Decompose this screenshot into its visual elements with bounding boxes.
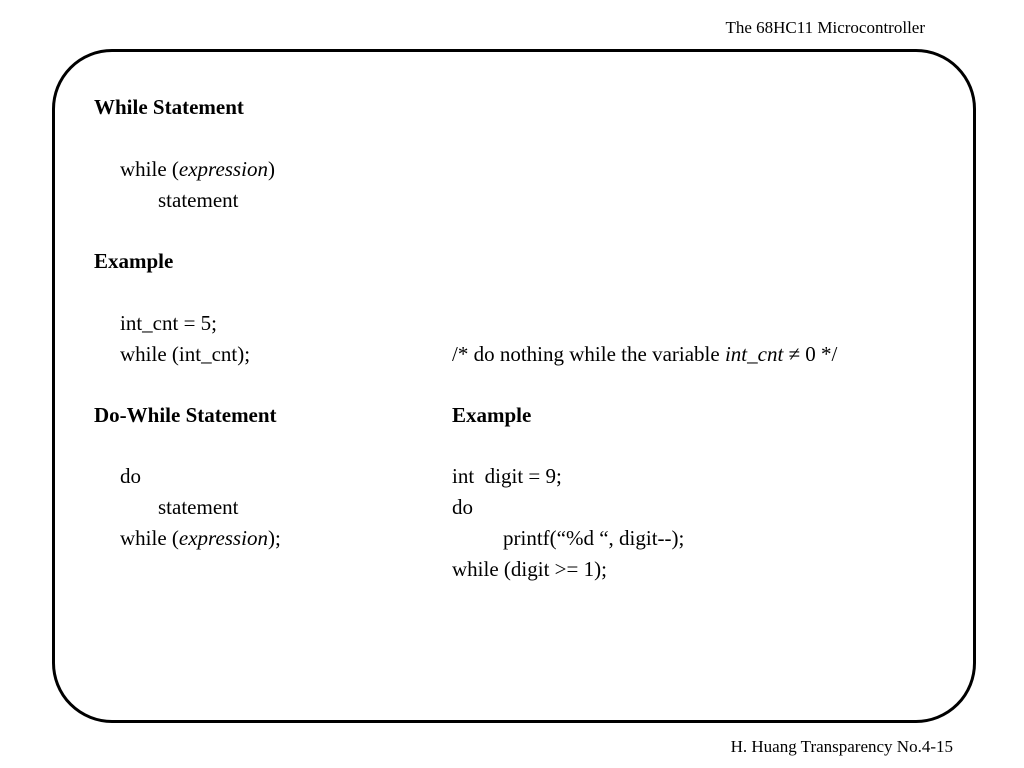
comment-suffix: ≠ 0 */ [783,342,838,366]
slide-footer: H. Huang Transparency No.4-15 [730,737,953,756]
while-example-heading: Example [94,249,174,273]
while-example-line-1: int_cnt = 5; [120,311,218,335]
do-while-syntax-do: do [120,464,141,488]
while-statement-heading: While Statement [94,95,244,119]
do-while-example-line-4: while (digit >= 1); [452,557,607,581]
comment-variable: int_cnt [724,342,784,366]
while-example-comment [452,341,837,367]
while-example-line-2: while (int_cnt); [120,342,251,366]
do-while-syntax-expression: expression [178,526,268,550]
do-while-syntax-prefix: while ( [120,526,179,550]
while-syntax-line [120,156,275,182]
do-while-example-line-1: int digit = 9; [452,464,562,488]
do-while-example-heading: Example [452,403,532,427]
do-while-syntax-suffix: ); [267,526,281,550]
do-while-syntax-while-line [120,525,281,551]
do-while-statement-heading: Do-While Statement [94,403,277,427]
slide-header-title: The 68HC11 Microcontroller [725,18,925,37]
do-while-example-line-2: do [452,495,473,519]
while-syntax-suffix: ) [267,157,275,181]
do-while-example-line-3: printf(“%d “, digit--); [503,526,685,550]
do-while-syntax-statement: statement [158,495,239,519]
while-syntax-expression: expression [178,157,268,181]
comment-prefix: /* do nothing while the variable [452,342,725,366]
content-frame [52,49,976,723]
while-syntax-prefix: while ( [120,157,179,181]
while-syntax-statement: statement [158,188,239,212]
